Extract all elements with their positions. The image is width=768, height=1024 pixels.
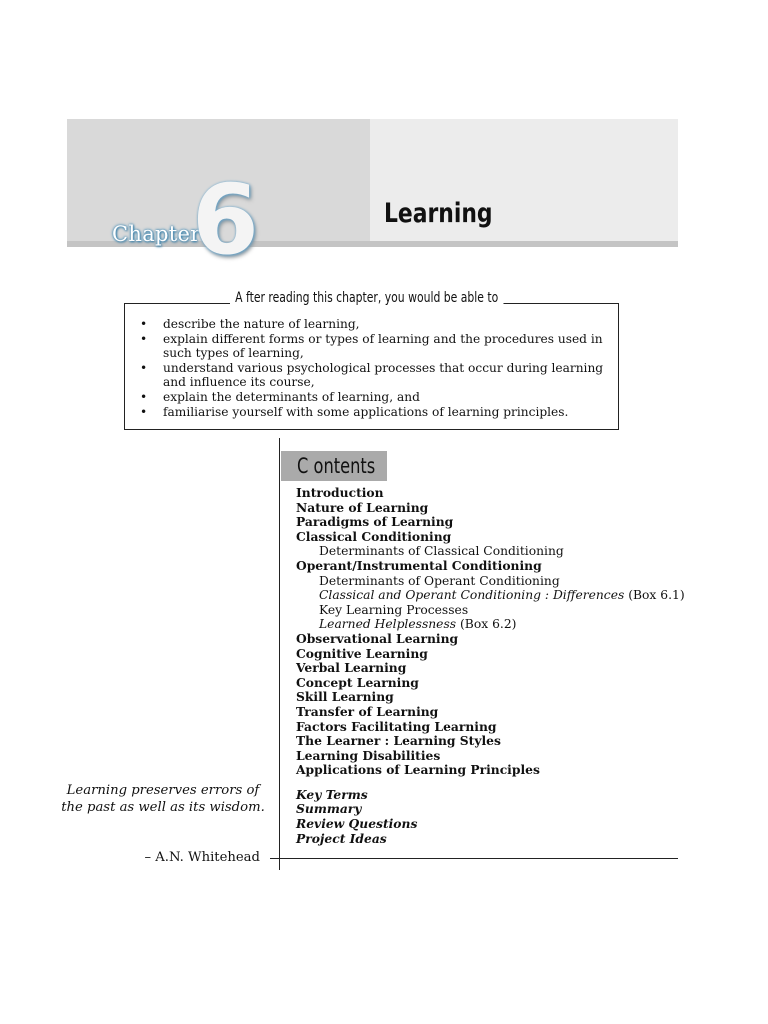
objectives-list — [140, 317, 610, 419]
toc-item: Cognitive Learning — [296, 645, 428, 661]
horizontal-divider — [270, 858, 678, 859]
chapter-label: Chapter — [112, 222, 201, 246]
toc-subitem: Determinants of Operant Conditioning — [319, 573, 560, 588]
toc-subitem: Classical and Operant Conditioning : Differences (Box 6.1) — [319, 588, 685, 603]
toc-item: Factors Facilitating Learning — [296, 718, 497, 734]
bullet-icon: • — [140, 317, 148, 331]
toc-item: Nature of Learning — [296, 499, 429, 515]
toc-item: Observational Learning — [296, 630, 459, 646]
toc-item: Project Ideas — [296, 830, 387, 846]
toc-item: Introduction — [296, 485, 384, 500]
objectives-heading: A fter reading this chapter, you would be able to — [230, 290, 503, 306]
toc-item: Learning Disabilities — [296, 747, 441, 763]
bullet-icon: • — [140, 404, 148, 419]
epigraph-quote: Learning preserves errors of the past as well as its wisdom. — [61, 783, 265, 815]
toc-item: Operant/Instrumental Conditioning — [296, 557, 542, 573]
objective-item: • explain different forms or types of learning and the procedures used in such types of learning, — [140, 331, 603, 361]
toc-item: Paradigms of Learning — [296, 514, 454, 530]
toc-item: Key Terms — [296, 786, 368, 802]
bullet-icon: • — [140, 360, 148, 375]
bullet-icon: • — [140, 389, 148, 404]
bullet-icon: • — [140, 331, 148, 346]
toc-item: Summary — [296, 801, 362, 817]
objective-item: • explain the determinants of learning, and — [140, 389, 420, 404]
toc-item: Transfer of Learning — [296, 703, 439, 719]
objective-item: • understand various psychological processes that occur during learning and influence its course, — [140, 360, 604, 390]
chapter-title: Learning — [384, 198, 493, 229]
contents-heading-tab — [281, 451, 387, 481]
objective-item: • describe the nature of learning, — [140, 317, 360, 331]
toc-item: Classical Conditioning — [296, 528, 452, 544]
toc-item: Review Questions — [296, 816, 418, 832]
toc-subitem: Determinants of Classical Conditioning — [319, 544, 564, 559]
toc-subitem: Key Learning Processes — [319, 602, 469, 617]
toc-item: The Learner : Learning Styles — [296, 733, 501, 749]
toc-item: Applications of Learning Principles — [296, 762, 540, 778]
contents-heading: C ontents — [297, 454, 376, 478]
epigraph-author: – A.N. Whitehead — [144, 850, 260, 865]
contents-list — [296, 486, 686, 846]
toc-item: Skill Learning — [296, 689, 394, 705]
chapter-number: 6 — [192, 164, 259, 276]
toc-subitem: Learned Helplessness (Box 6.2) — [319, 617, 517, 632]
toc-item: Verbal Learning — [296, 660, 407, 676]
vertical-divider — [279, 438, 280, 870]
toc-item: Concept Learning — [296, 674, 419, 690]
objective-item: • familiarise yourself with some applications of learning principles. — [140, 404, 569, 419]
